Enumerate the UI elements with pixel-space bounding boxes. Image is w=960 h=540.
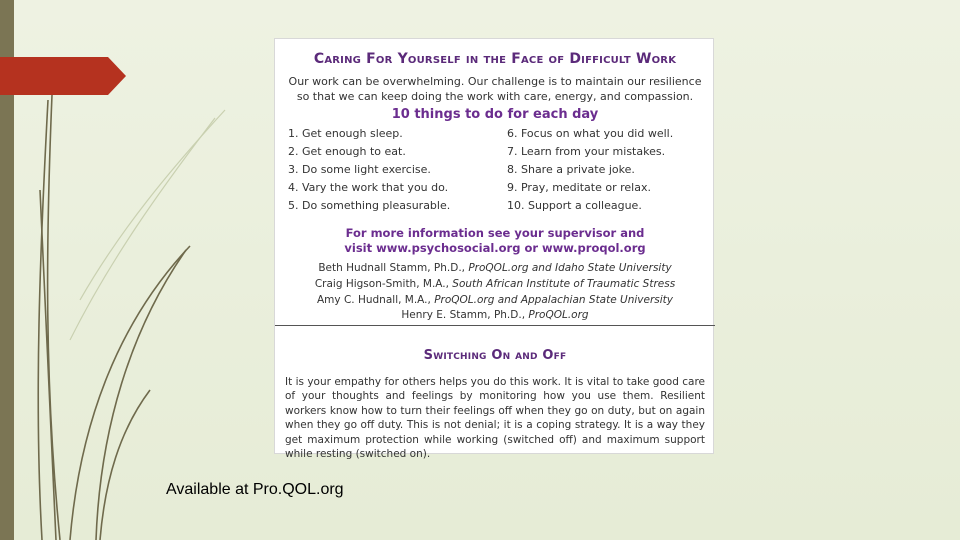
author-affiliation: ProQOL.org and Idaho State University xyxy=(468,262,672,274)
section2-body: It is your empathy for others helps you do this work. It is vital to take good care of your thoughts and feelings by monitoring how you use them. Resilient workers know how to turn their feelings off when they go on duty, but on again when they go off duty. This is not denial; it is a coping strategy. It is a way they get maximum protection while working (switched off) and maximum support while resting (switched on). xyxy=(285,376,705,461)
list-item: 5. Do something pleasurable. xyxy=(288,199,451,212)
more-info-line: For more information see your supervisor and xyxy=(345,226,645,240)
author-affiliation: ProQOL.org and Appalachian State University xyxy=(434,293,673,306)
list-item: 10. Support a colleague. xyxy=(507,199,642,212)
decorative-stems xyxy=(0,0,260,540)
author-line xyxy=(275,277,715,293)
tips-list-left xyxy=(288,125,498,215)
author-name: Craig Higson-Smith, M.A., xyxy=(314,277,453,290)
more-info-line: visit www.psychosocial.org or www.proqol.org xyxy=(344,240,646,255)
list-item: 3. Do some light exercise. xyxy=(288,163,431,176)
list-item: 9. Pray, meditate or relax. xyxy=(507,181,651,194)
author-name: Amy C. Hudnall, M.A., xyxy=(317,293,435,306)
author-name: Beth Hudnall Stamm, Ph.D., xyxy=(318,262,469,274)
author-line xyxy=(275,308,715,324)
tips-list-right xyxy=(507,125,707,215)
source-caption: Available at Pro.QOL.org xyxy=(166,481,344,498)
card-intro: Our work can be overwhelming. Our challenge is to maintain our resilience so that we can keep doing the work with care, energy, and compassion. xyxy=(288,75,702,103)
author-affiliation: ProQOL.org xyxy=(528,309,589,322)
author-name: Henry E. Stamm, Ph.D., xyxy=(401,309,529,322)
more-info xyxy=(275,226,715,255)
author-list xyxy=(275,261,715,324)
author-line xyxy=(275,293,715,309)
list-item: 2. Get enough to eat. xyxy=(288,145,406,158)
list-item: 1. Get enough sleep. xyxy=(288,127,403,140)
section2-title: Switching On and Off xyxy=(423,348,567,363)
list-item: 7. Learn from your mistakes. xyxy=(507,145,666,158)
author-line xyxy=(275,261,715,277)
list-item: 8. Share a private joke. xyxy=(507,163,635,176)
list-item: 6. Focus on what you did well. xyxy=(507,127,674,140)
info-card xyxy=(274,38,714,461)
list-item: 4. Vary the work that you do. xyxy=(288,181,449,194)
author-affiliation: South African Institute of Traumatic Stress xyxy=(452,277,676,290)
card-title: Caring For Yourself in the Face of Difficult Work xyxy=(313,51,677,67)
section-divider xyxy=(275,325,715,326)
list-subheading: 10 things to do for each day xyxy=(391,107,599,122)
